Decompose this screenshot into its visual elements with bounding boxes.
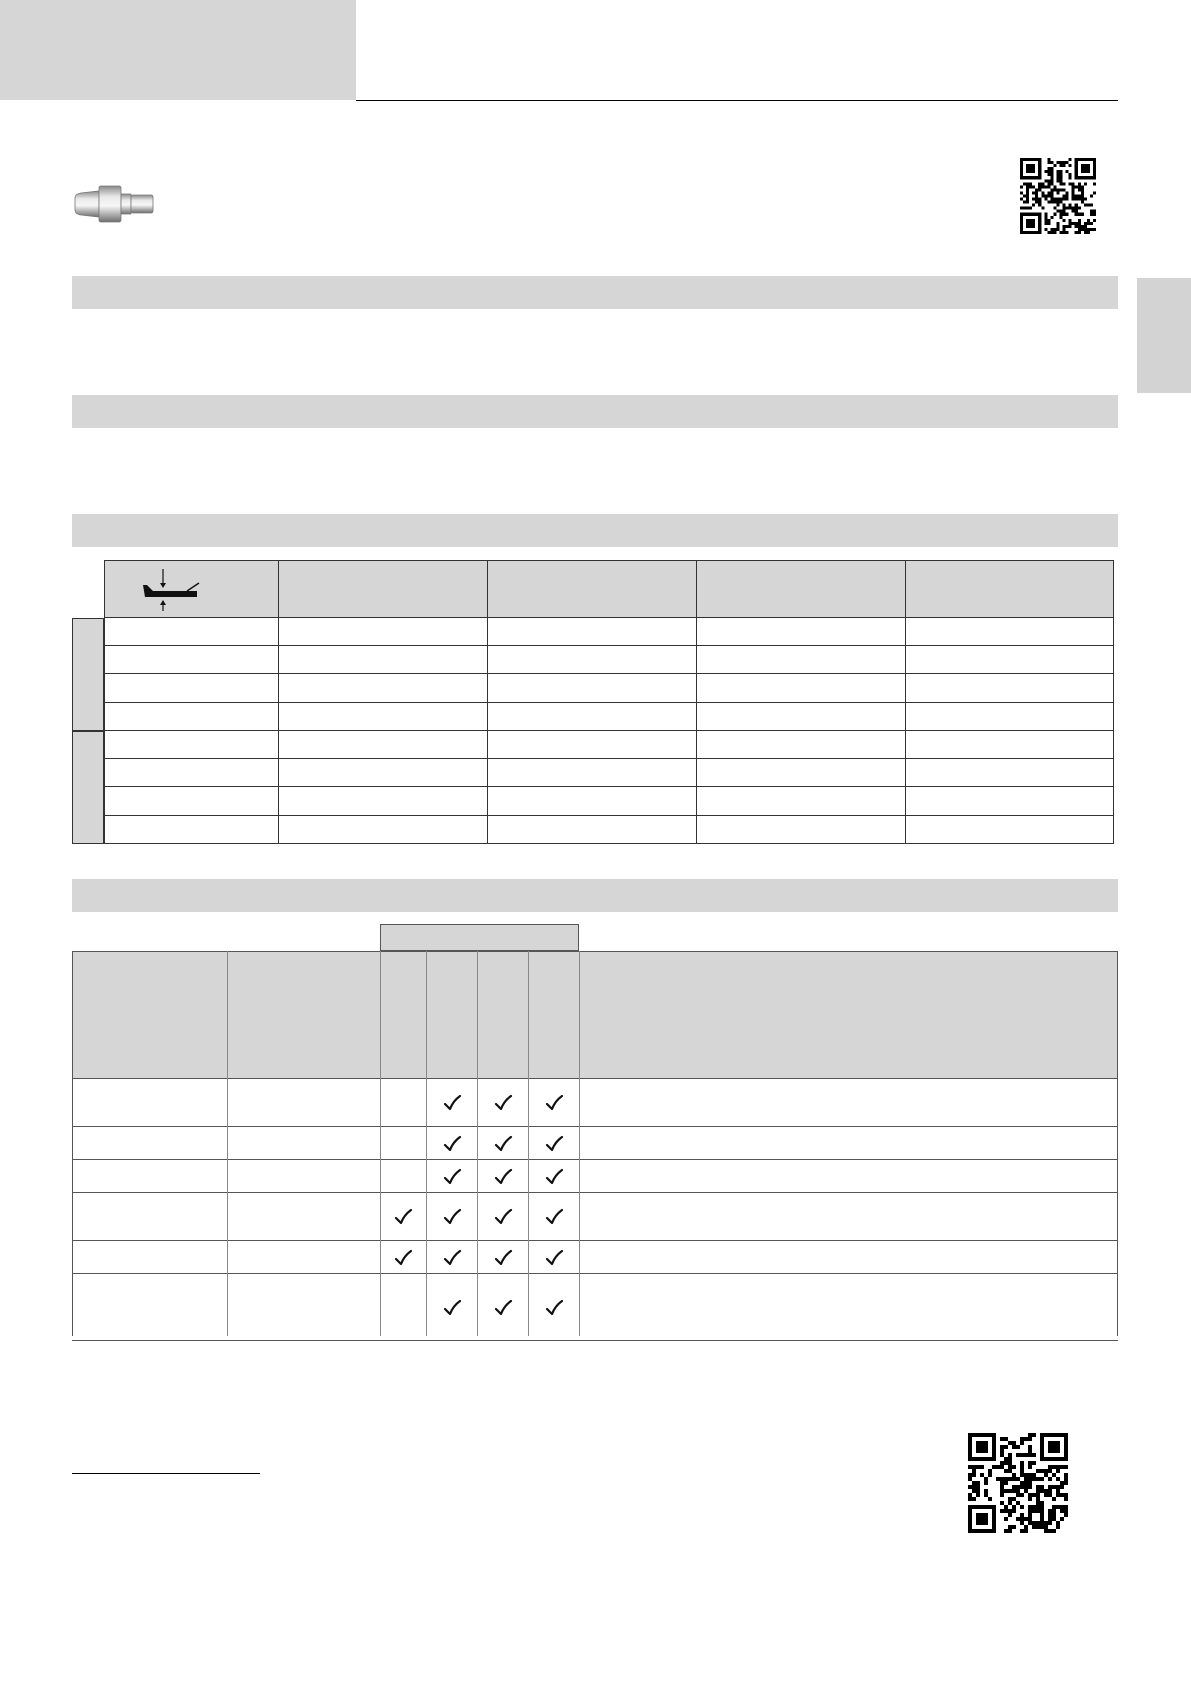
qr-code-top — [1020, 158, 1096, 234]
section-4-bar — [72, 879, 1118, 912]
check-icon — [544, 1093, 564, 1113]
table-row — [72, 1193, 1118, 1241]
parameter-table-header — [104, 560, 1114, 618]
nozzle-tip-image — [73, 182, 155, 226]
table-row — [72, 1079, 1118, 1127]
compat-divider — [380, 951, 381, 1336]
check-icon — [544, 1134, 564, 1154]
param-divider — [278, 560, 279, 844]
section-2-bar — [72, 395, 1118, 428]
parameter-table — [72, 560, 1114, 844]
compat-divider — [227, 951, 228, 1336]
compat-left-border — [72, 951, 73, 1336]
table-row — [104, 646, 1114, 674]
check-icon — [442, 1093, 462, 1113]
compat-divider — [528, 951, 529, 1336]
table-row — [104, 816, 1114, 844]
compat-divider — [579, 951, 580, 1336]
param-divider — [905, 560, 906, 844]
check-icon — [442, 1298, 462, 1318]
table-row — [104, 703, 1114, 731]
check-icon — [493, 1134, 513, 1154]
compat-right-border — [1117, 951, 1118, 1336]
param-right-border — [1113, 560, 1114, 844]
compat-table-header — [72, 951, 1118, 1079]
check-icon — [442, 1248, 462, 1268]
check-icon — [544, 1248, 564, 1268]
compat-group-header — [380, 924, 579, 951]
check-icon — [493, 1298, 513, 1318]
table-row — [72, 1241, 1118, 1274]
param-group-1 — [72, 618, 104, 731]
footnote-rule — [72, 1473, 260, 1474]
check-icon — [493, 1167, 513, 1187]
compat-divider — [426, 951, 427, 1336]
compat-divider — [477, 951, 478, 1336]
thickness-symbol-icon — [141, 567, 205, 611]
compatibility-table — [72, 924, 1118, 1336]
param-divider — [696, 560, 697, 844]
table-row — [72, 1274, 1118, 1341]
param-divider — [487, 560, 488, 844]
check-icon — [393, 1248, 413, 1268]
check-icon — [493, 1248, 513, 1268]
table-row — [72, 1160, 1118, 1193]
section-1-bar — [72, 276, 1118, 309]
table-row — [104, 759, 1114, 787]
check-icon — [544, 1167, 564, 1187]
table-row — [104, 788, 1114, 816]
check-icon — [493, 1093, 513, 1113]
check-icon — [442, 1167, 462, 1187]
check-icon — [544, 1298, 564, 1318]
param-group-2 — [72, 731, 104, 844]
title-block — [0, 0, 356, 100]
section-3-bar — [72, 514, 1118, 547]
qr-code-bottom — [968, 1433, 1068, 1533]
check-icon — [393, 1207, 413, 1227]
table-row — [104, 618, 1114, 646]
table-row — [72, 1127, 1118, 1160]
side-tab — [1137, 278, 1191, 393]
table-row — [104, 675, 1114, 703]
param-divider — [104, 618, 105, 844]
check-icon — [544, 1207, 564, 1227]
check-icon — [442, 1134, 462, 1154]
header-rule — [356, 100, 1118, 101]
check-icon — [442, 1207, 462, 1227]
table-row — [104, 731, 1114, 759]
check-icon — [493, 1207, 513, 1227]
